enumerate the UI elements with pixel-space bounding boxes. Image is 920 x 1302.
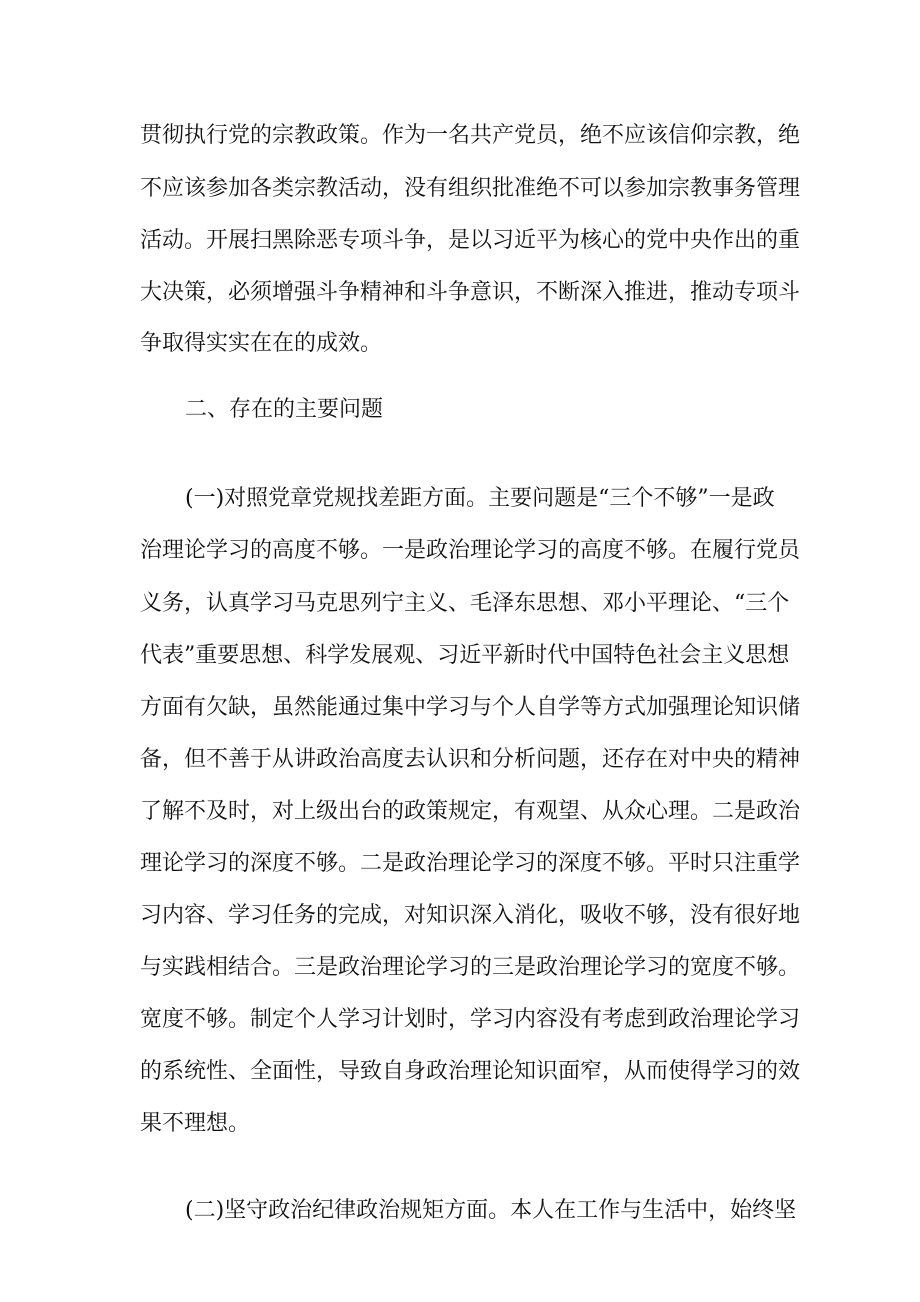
text-line: 备，但不善于从讲政治高度去认识和分析问题，还存在对中央的精神 bbox=[140, 747, 801, 772]
text-line: 贯彻执行党的宗教政策。作为一名共产党员，绝不应该信仰宗教，绝 bbox=[140, 123, 801, 148]
text-line: 不应该参加各类宗教活动，没有组织批准绝不可以参加宗教事务管理 bbox=[140, 176, 801, 201]
text-line: 的系统性、全面性，导致自身政治理论知识面窄，从而使得学习的效 bbox=[140, 1059, 801, 1084]
text-line: 方面有欠缺，虽然能通过集中学习与个人自学等方式加强理论知识储 bbox=[140, 695, 801, 720]
text-line: 争取得实实在在的成效。 bbox=[140, 331, 383, 356]
text-line: 习内容、学习任务的完成，对知识深入消化，吸收不够，没有很好地 bbox=[140, 903, 801, 928]
text-line: 理论学习的深度不够。二是政治理论学习的深度不够。平时只注重学 bbox=[140, 851, 801, 876]
section-heading: 二、存在的主要问题 bbox=[185, 397, 384, 422]
text-line: 大决策，必须增强斗争精神和斗争意识，不断深入推进，推动专项斗 bbox=[140, 280, 801, 305]
text-line: 义务，认真学习马克思列宁主义、毛泽东思想、邓小平理论、“三个 bbox=[140, 591, 790, 616]
text-line: 果不理想。 bbox=[140, 1111, 251, 1136]
text-line: 宽度不够。制定个人学习计划时，学习内容没有考虑到政治理论学习 bbox=[140, 1007, 801, 1032]
text-line: 代表”重要思想、科学发展观、习近平新时代中国特色社会主义思想 bbox=[140, 643, 790, 668]
text-line: 了解不及时，对上级出台的政策规定，有观望、从众心理。二是政治 bbox=[140, 799, 801, 824]
text-line: 与实践相结合。三是政治理论学习的三是政治理论学习的宽度不够。 bbox=[140, 955, 801, 980]
text-line: (二)坚守政治纪律政治规矩方面。本人在工作与生活中，始终坚 bbox=[185, 1198, 797, 1223]
text-line: 活动。开展扫黑除恶专项斗争，是以习近平为核心的党中央作出的重 bbox=[140, 228, 801, 253]
text-line: 治理论学习的高度不够。一是政治理论学习的高度不够。在履行党员 bbox=[140, 538, 801, 563]
text-line: (一)对照党章党规找差距方面。主要问题是“三个不够”一是政 bbox=[185, 486, 775, 511]
